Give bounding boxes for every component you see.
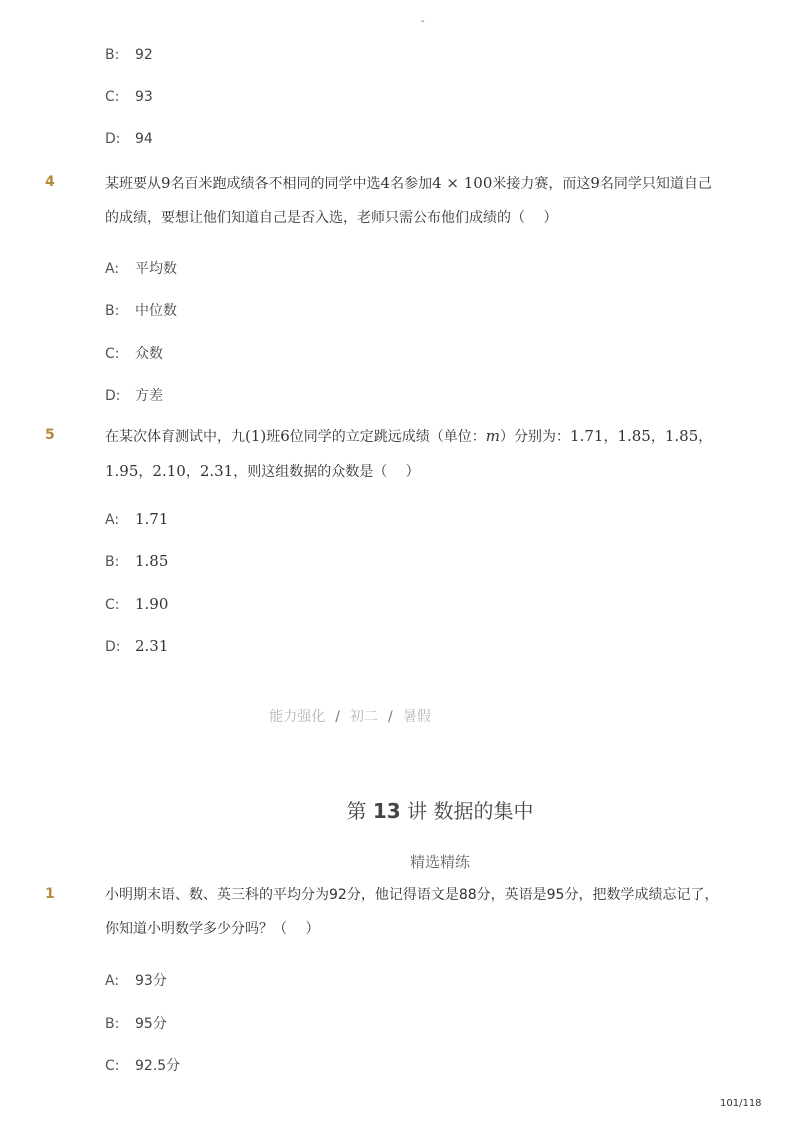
- option-letter: C:: [105, 597, 120, 613]
- q4-text-4: 米接力赛，而这: [492, 176, 591, 192]
- option-text: 平均数: [135, 261, 177, 277]
- lesson-name: 讲 数据的集中: [407, 799, 534, 823]
- q4-option-b[interactable]: [105, 300, 177, 320]
- q3-option-d[interactable]: [105, 131, 153, 147]
- option-text: 1.71: [135, 510, 169, 528]
- breadcrumb-separator: /: [335, 709, 340, 725]
- p1-option-b[interactable]: [105, 1013, 167, 1033]
- q5-value-2: 1.85: [617, 427, 651, 445]
- question-number-4: 4: [45, 174, 55, 190]
- option-letter: A:: [105, 261, 120, 277]
- q5-option-d[interactable]: [105, 637, 168, 655]
- option-letter: B:: [105, 47, 120, 63]
- option-text: 方差: [135, 388, 163, 404]
- q4-option-d[interactable]: [105, 385, 163, 405]
- top-mark: -: [421, 16, 425, 27]
- q3-option-b[interactable]: [105, 47, 153, 63]
- q5-text-end: ，则这组数据的众数是（ ）: [233, 464, 420, 480]
- q3-option-c[interactable]: [105, 89, 153, 105]
- option-letter: D:: [105, 131, 121, 147]
- q5-text-2: 班: [266, 429, 281, 445]
- q5-option-b[interactable]: [105, 552, 168, 570]
- q4-math-3: 4 × 100: [432, 174, 493, 192]
- q5-option-a[interactable]: [105, 510, 168, 528]
- q4-option-a[interactable]: [105, 258, 177, 278]
- page-number: 101/118: [720, 1098, 762, 1109]
- q5-comma: ，: [603, 429, 618, 445]
- option-letter: C:: [105, 346, 120, 362]
- option-text: 94: [135, 131, 153, 147]
- option-text: 93分: [135, 973, 167, 989]
- q4-text-3: 名参加: [390, 176, 433, 192]
- q5-comma: ，: [185, 464, 200, 480]
- q4-math-2: 4: [380, 174, 391, 192]
- q5-value-6: 2.31: [199, 462, 234, 480]
- q4-text-1: 某班要从: [105, 176, 161, 192]
- q5-value-3: 1.85: [664, 427, 699, 445]
- q5-option-c[interactable]: [105, 595, 168, 613]
- question-number-1: 1: [45, 886, 55, 902]
- q4-text-2: 名百米跑成绩各不相同的同学中选: [170, 176, 381, 192]
- q5-comma: ，: [698, 429, 713, 445]
- option-letter: C:: [105, 89, 120, 105]
- lesson-title: [0, 795, 800, 824]
- breadcrumb-item: 暑假: [402, 709, 431, 725]
- option-letter: D:: [105, 388, 121, 404]
- breadcrumb-item: 能力强化: [269, 709, 326, 725]
- question-1-text: 小明期末语、数、英三科的平均分为92分，他记得语文是88分，英语是95分，把数学成绩忘记了，你知道小明数学多少分吗？（ ）: [105, 887, 719, 937]
- option-text: 中位数: [135, 303, 177, 319]
- question-number-5: 5: [45, 427, 55, 443]
- question-5-text: [105, 419, 720, 489]
- lesson-prefix: 第: [346, 799, 367, 823]
- option-letter: B:: [105, 303, 120, 319]
- q5-math-unit: m: [485, 427, 501, 445]
- q5-math-1: (1): [245, 427, 267, 445]
- q5-text-4: ）分别为：: [500, 429, 571, 445]
- breadcrumb-item: 初二: [350, 709, 378, 725]
- q5-value-5: 2.10: [152, 462, 186, 480]
- q5-comma: ，: [138, 464, 153, 480]
- q5-comma: ，: [650, 429, 665, 445]
- q5-value-1: 1.71: [570, 427, 604, 445]
- q4-math-1: 9: [161, 174, 171, 192]
- p1-option-c[interactable]: [105, 1055, 180, 1075]
- lesson-number: 13: [372, 799, 401, 823]
- footer-breadcrumb: [0, 706, 700, 726]
- p1-option-a[interactable]: [105, 970, 167, 990]
- option-text: 众数: [135, 346, 163, 362]
- option-letter: B:: [105, 554, 120, 570]
- option-letter: B:: [105, 1016, 120, 1032]
- q5-math-2: 6: [280, 427, 290, 445]
- option-letter: A:: [105, 512, 120, 528]
- option-letter: A:: [105, 973, 120, 989]
- q4-text-5: 名同学只知道自己的成绩，要想让他们知道自己是否入选，老师只需公布他们成绩的（ ）: [105, 176, 712, 226]
- question-4-text: [105, 166, 720, 235]
- option-text: 1.85: [135, 552, 169, 570]
- q5-text-1: 在某次体育测试中，九: [105, 429, 245, 445]
- option-text: 92: [135, 47, 153, 63]
- q5-text-3: 位同学的立定跳远成绩（单位：: [289, 429, 486, 445]
- option-text: 92.5分: [135, 1058, 181, 1074]
- q4-option-c[interactable]: [105, 343, 163, 363]
- option-letter: C:: [105, 1058, 120, 1074]
- option-text: 1.90: [135, 595, 169, 613]
- option-text: 93: [135, 89, 153, 105]
- section-subtitle: 精选精练: [409, 853, 470, 871]
- breadcrumb-separator: /: [388, 709, 393, 725]
- option-letter: D:: [105, 639, 121, 655]
- q5-value-4: 1.95: [105, 462, 139, 480]
- option-text: 2.31: [135, 637, 169, 655]
- q4-math-4: 9: [590, 174, 600, 192]
- option-text: 95分: [135, 1016, 167, 1032]
